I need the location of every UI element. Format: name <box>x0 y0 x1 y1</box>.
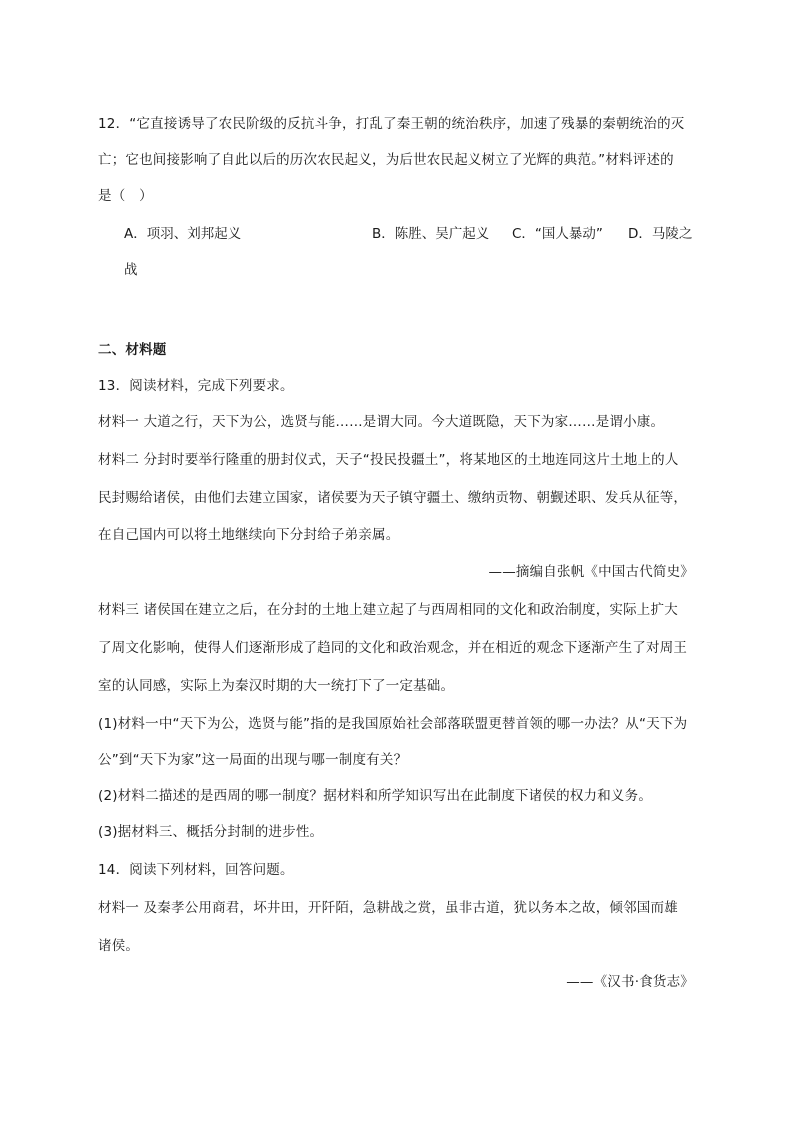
q13-material-2-line-1: 材料二 分封时要举行隆重的册封仪式，天子“投民投疆土”，将某地区的土地连同这片土地上的人 <box>98 452 679 468</box>
q14-intro: 14．阅读下列材料，回答问题。 <box>98 862 294 878</box>
q12-line-1: 12．“它直接诱导了农民阶级的反抗斗争，打乱了秦王朝的统治秩序，加速了残暴的秦朝统治的灭 <box>98 116 685 132</box>
q12-option-d-cont: 战 <box>124 262 138 278</box>
q12-option-b: B．陈胜、吴广起义 <box>372 226 490 242</box>
q13-material-2-source: ——摘编自张帆《中国古代简史》 <box>488 564 694 580</box>
q13-material-3-line-1: 材料三 诸侯国在建立之后，在分封的土地上建立起了与西周相同的文化和政治制度，实际上扩大 <box>98 602 678 618</box>
q12-option-d: D．马陵之 <box>628 226 693 242</box>
q14-material-1-line-1: 材料一 及秦孝公用商君，坏井田，开阡陌，急耕战之赏，虽非古道，犹以务本之故，倾邻国而雄 <box>98 900 678 916</box>
q12-option-a: A．项羽、刘邦起义 <box>124 226 242 242</box>
section-heading: 二、材料题 <box>98 342 167 358</box>
q14-material-1-source: ——《汉书·食货志》 <box>566 974 694 990</box>
q12-line-3: 是（ ） <box>98 188 153 204</box>
q13-question-3: (3)据材料三、概括分封制的进步性。 <box>98 824 324 840</box>
q13-material-3-line-3: 室的认同感，实际上为秦汉时期的大一统打下了一定基础。 <box>98 678 455 694</box>
q13-intro: 13．阅读材料，完成下列要求。 <box>98 378 294 394</box>
q12-option-c: C．“国人暴动” <box>512 226 603 242</box>
q13-material-3-line-2: 了周文化影响，使得人们逐渐形成了趋同的文化和政治观念，并在相近的观念下逐渐产生了对周王 <box>98 640 688 656</box>
q13-material-2-line-2: 民封赐给诸侯，由他们去建立国家，诸侯要为天子镇守疆土、缴纳贡物、朝觐述职、发兵从征等， <box>98 490 688 506</box>
q13-question-2: (2)材料二描述的是西周的哪一制度？据材料和所学知识写出在此制度下诸侯的权力和义务。 <box>98 788 653 804</box>
q13-material-1: 材料一 大道之行，天下为公，选贤与能……是谓大同。今大道既隐，天下为家……是谓小康。 <box>98 414 665 430</box>
q12-line-2: 亡；它也间接影响了自此以后的历次农民起义，为后世农民起义树立了光辉的典范。”材料评述的 <box>98 152 674 168</box>
q14-material-1-line-2: 诸侯。 <box>98 938 140 954</box>
q13-material-2-line-3: 在自己国内可以将土地继续向下分封给子弟亲属。 <box>98 527 400 543</box>
q13-question-1-line-1: (1)材料一中“天下为公，选贤与能”指的是我国原始社会部落联盟更替首领的哪一办法？从“天下为 <box>98 716 688 732</box>
q13-question-1-line-2: 公”到“天下为家”这一局面的出现与哪一制度有关？ <box>98 752 408 768</box>
